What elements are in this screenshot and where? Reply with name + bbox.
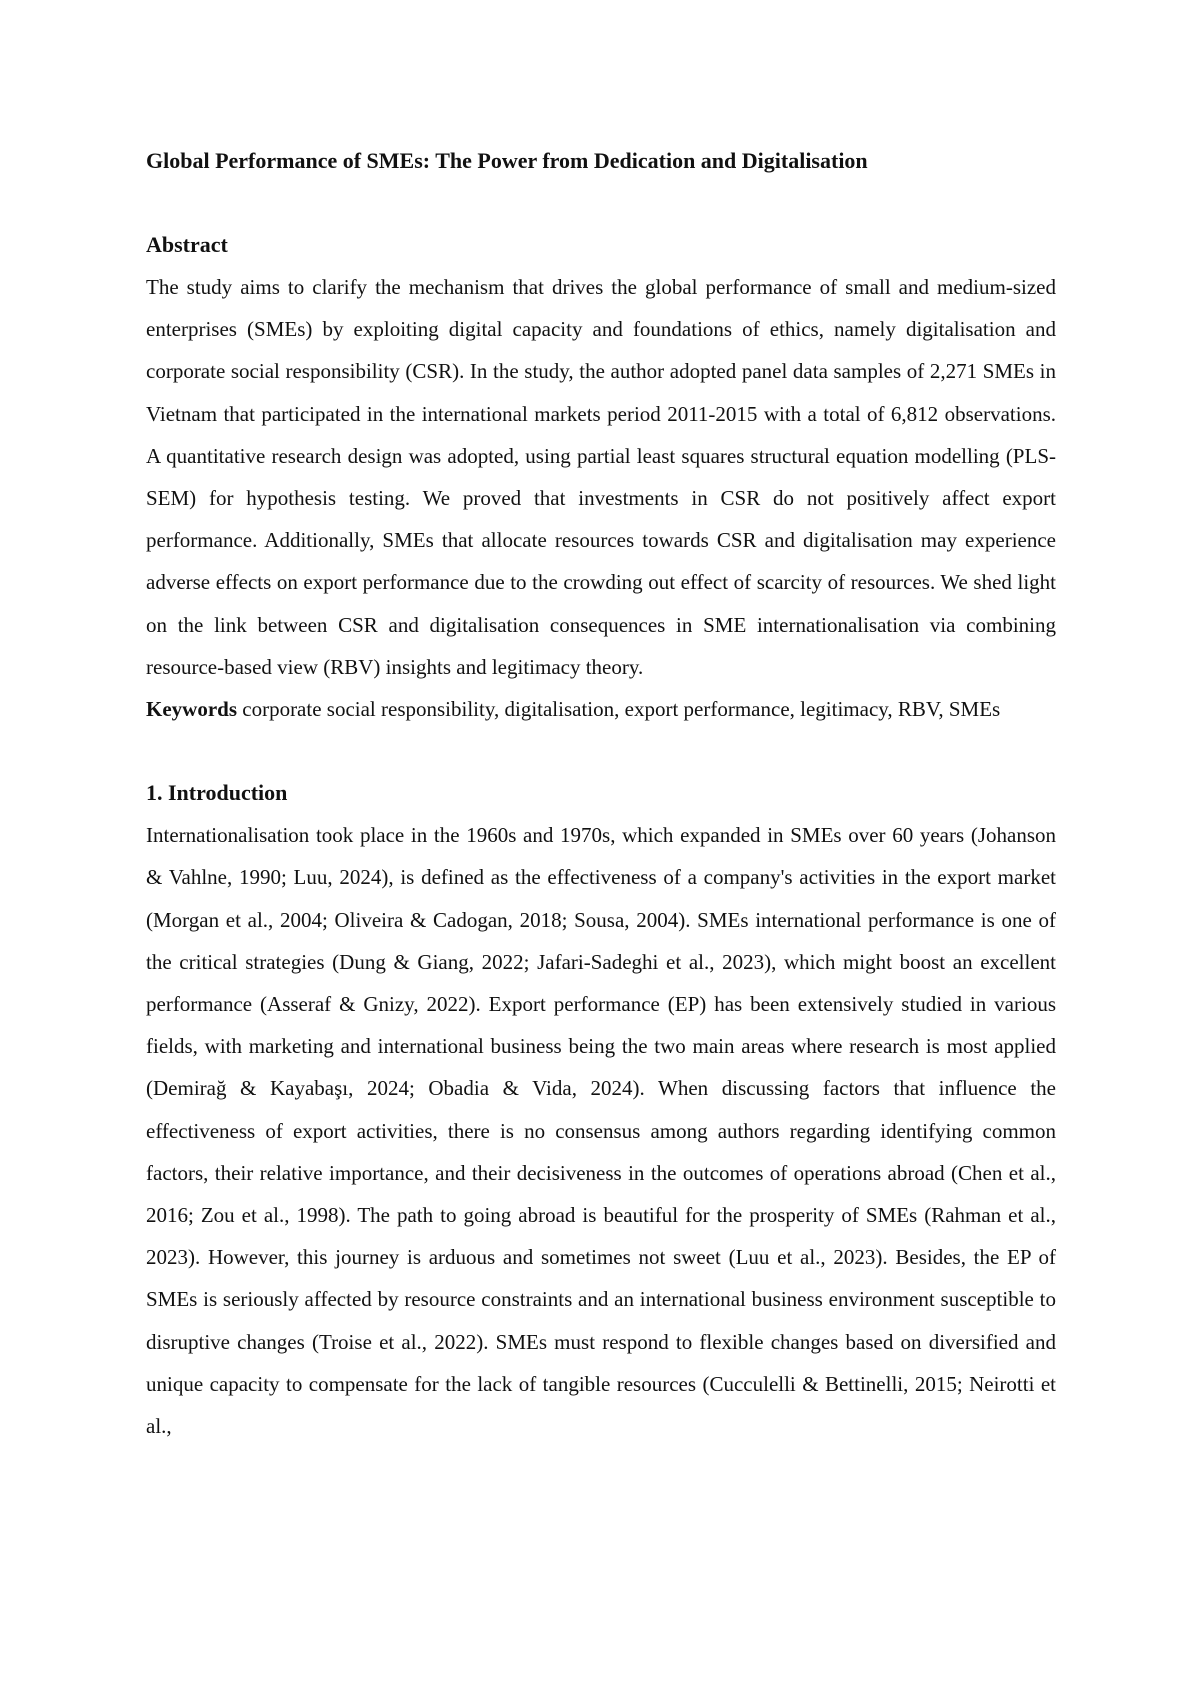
keywords-label: Keywords xyxy=(146,697,237,722)
keywords-list: corporate social responsibility, digitalisation, export performance, legitimacy, RBV, SMEs xyxy=(237,697,1001,722)
paper-body xyxy=(146,140,1056,1447)
keywords-paragraph xyxy=(146,688,1056,730)
introduction-paragraph: Internationalisation took place in the 1960s and 1970s, which expanded in SMEs over 60 years (Johanson & Vahlne, 1990; Luu, 2024), is defined as the effectiveness of a company's activities in the export market (Morgan et al., 2004; Oliveira & Cadogan, 2018; Sousa, 2004). SMEs international performance is one of the critical strategies (Dung & Giang, 2022; Jafari-Sadeghi et al., 2023), which might boost an excellent performance (Asseraf & Gnizy, 2022). Export performance (EP) has been extensively studied in various fields, with marketing and international business being the two main areas where research is most applied (Demirağ & Kayabaşı, 2024; Obadia & Vida, 2024). When discussing factors that influence the effectiveness of export activities, there is no consensus among authors regarding identifying common factors, their relative importance, and their decisiveness in the outcomes of operations abroad (Chen et al., 2016; Zou et al., 1998). The path to going abroad is beautiful for the prosperity of SMEs (Rahman et al., 2023). However, this journey is arduous and sometimes not sweet (Luu et al., 2023). Besides, the EP of SMEs is seriously affected by resource constraints and an international business environment susceptible to disruptive changes (Troise et al., 2022). SMEs must respond to flexible changes based on diversified and unique capacity to compensate for the lack of tangible resources (Cucculelli & Bettinelli, 2015; Neirotti et al., xyxy=(146,823,1056,1439)
introduction-heading: 1. Introduction xyxy=(146,780,288,806)
abstract-heading: Abstract xyxy=(146,232,228,257)
abstract-paragraph: The study aims to clarify the mechanism that drives the global performance of small and medium-sized enterprises (SMEs) by exploiting digital capacity and foundations of ethics, namely digitalisation and corporate social responsibility (CSR). In the study, the author adopted panel data samples of 2,271 SMEs in Vietnam that participated in the international markets period 2011-2015 with a total of 6,812 observations. A quantitative research design was adopted, using partial least squares structural equation modelling (PLS-SEM) for hypothesis testing. We proved that investments in CSR do not positively affect export performance. Additionally, SMEs that allocate resources towards CSR and digitalisation may experience adverse effects on export performance due to the crowding out effect of scarcity of resources. We shed light on the link between CSR and digitalisation consequences in SME internationalisation via combining resource-based view (RBV) insights and legitimacy theory. xyxy=(146,275,1056,679)
paper-title: Global Performance of SMEs: The Power from Dedication and Digitalisation xyxy=(146,148,868,173)
